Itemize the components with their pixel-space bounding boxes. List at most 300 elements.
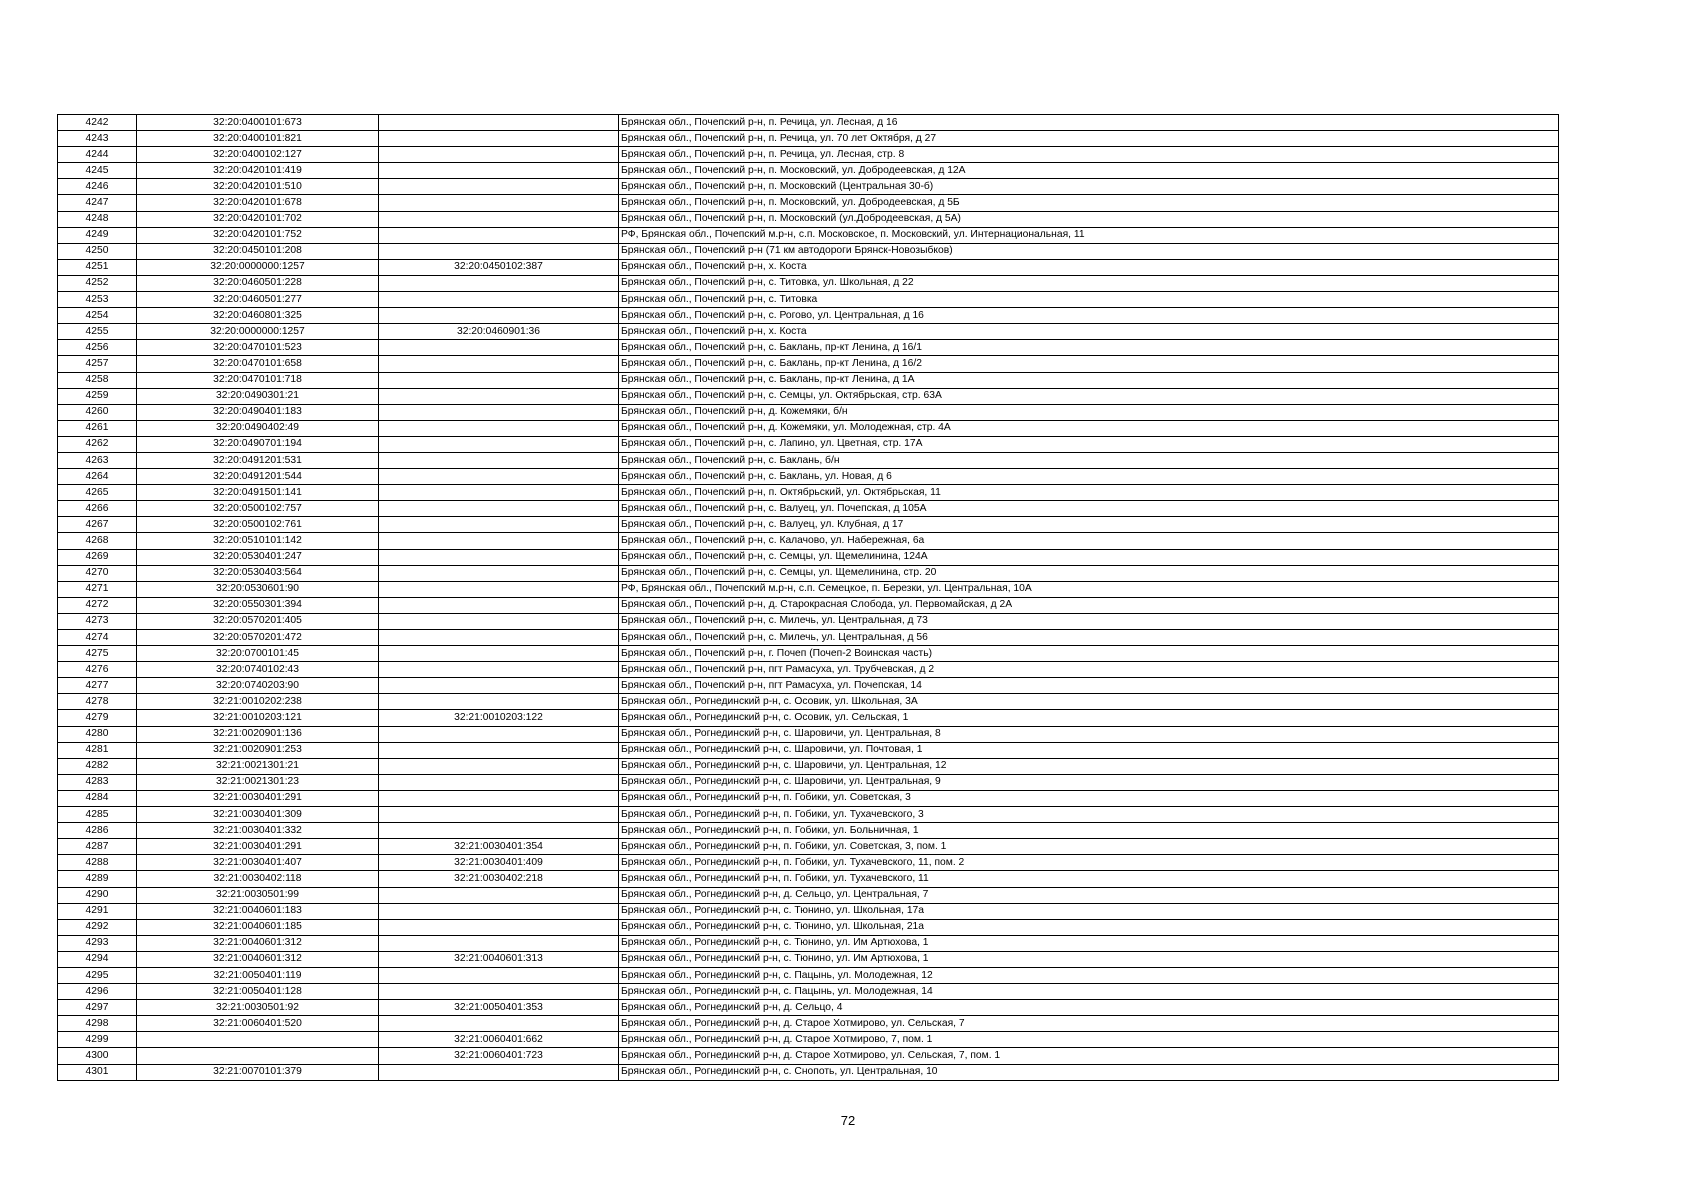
included-object-cell — [379, 275, 619, 291]
included-object-cell — [379, 694, 619, 710]
cadastral-number-cell: 32:21:0020901:136 — [137, 726, 379, 742]
address-cell: Брянская обл., Рогнединский р-н, п. Гобики, ул. Тухачевского, 3 — [619, 807, 1559, 823]
address-cell: Брянская обл., Почепский р-н, с. Семцы, ул. Октябрьская, стр. 63А — [619, 388, 1559, 404]
row-number-cell: 4269 — [58, 549, 137, 565]
included-object-cell — [379, 469, 619, 485]
cadastral-number-cell: 32:20:0000000:1257 — [137, 259, 379, 275]
included-object-cell — [379, 195, 619, 211]
table-row — [58, 115, 1559, 131]
row-number-cell: 4274 — [58, 630, 137, 646]
included-object-cell — [379, 147, 619, 163]
cadastral-number-cell: 32:21:0030401:332 — [137, 823, 379, 839]
address-cell: РФ, Брянская обл., Почепский м.р-н, с.п. Семецкое, п. Березки, ул. Центральная, 10А — [619, 581, 1559, 597]
included-object-cell — [379, 903, 619, 919]
cadastral-number-cell — [137, 1032, 379, 1048]
row-number-cell: 4245 — [58, 163, 137, 179]
cadastral-number-cell: 32:20:0491201:531 — [137, 452, 379, 468]
cadastral-number-cell: 32:21:0040601:183 — [137, 903, 379, 919]
table-row — [58, 469, 1559, 485]
row-number-cell: 4284 — [58, 790, 137, 806]
included-object-cell — [379, 758, 619, 774]
row-number-cell: 4255 — [58, 324, 137, 340]
address-cell: Брянская обл., Почепский р-н, с. Семцы, ул. Щемелинина, стр. 20 — [619, 565, 1559, 581]
table-row — [58, 227, 1559, 243]
table-row — [58, 356, 1559, 372]
row-number-cell: 4290 — [58, 887, 137, 903]
cadastral-number-cell: 32:20:0530403:564 — [137, 565, 379, 581]
address-cell: Брянская обл., Почепский р-н, с. Баклань, ул. Новая, д 6 — [619, 469, 1559, 485]
table-row — [58, 1000, 1559, 1016]
row-number-cell: 4299 — [58, 1032, 137, 1048]
included-object-cell — [379, 1064, 619, 1080]
cadastral-number-cell: 32:20:0470101:718 — [137, 372, 379, 388]
address-cell: Брянская обл., Рогнединский р-н, п. Гобики, ул. Больничная, 1 — [619, 823, 1559, 839]
address-cell: Брянская обл., Почепский р-н, с. Семцы, ул. Щемелинина, 124А — [619, 549, 1559, 565]
table-row — [58, 710, 1559, 726]
cadastral-number-cell: 32:20:0500102:757 — [137, 501, 379, 517]
included-object-cell — [379, 662, 619, 678]
included-object-cell — [379, 613, 619, 629]
table-row — [58, 485, 1559, 501]
cadastral-number-cell: 32:20:0000000:1257 — [137, 324, 379, 340]
row-number-cell: 4254 — [58, 308, 137, 324]
row-number-cell: 4282 — [58, 758, 137, 774]
included-object-cell: 32:21:0010203:122 — [379, 710, 619, 726]
included-object-cell: 32:21:0060401:723 — [379, 1048, 619, 1064]
row-number-cell: 4287 — [58, 839, 137, 855]
row-number-cell: 4259 — [58, 388, 137, 404]
table-row — [58, 565, 1559, 581]
cadastral-number-cell: 32:20:0460501:277 — [137, 292, 379, 308]
cadastral-number-cell: 32:20:0420101:510 — [137, 179, 379, 195]
row-number-cell: 4267 — [58, 517, 137, 533]
address-cell: Брянская обл., Рогнединский р-н, п. Гобики, ул. Советская, 3, пом. 1 — [619, 839, 1559, 855]
table-row — [58, 243, 1559, 259]
table-row — [58, 967, 1559, 983]
cadastral-number-cell: 32:20:0420101:419 — [137, 163, 379, 179]
row-number-cell: 4288 — [58, 855, 137, 871]
address-cell: Брянская обл., Почепский р-н, с. Валуец, ул. Почепская, д 105А — [619, 501, 1559, 517]
included-object-cell: 32:21:0030401:354 — [379, 839, 619, 855]
address-cell: Брянская обл., Рогнединский р-н, с. Шаровичи, ул. Центральная, 12 — [619, 758, 1559, 774]
table-row — [58, 581, 1559, 597]
row-number-cell: 4297 — [58, 1000, 137, 1016]
address-cell: Брянская обл., Рогнединский р-н, с. Шаровичи, ул. Почтовая, 1 — [619, 742, 1559, 758]
included-object-cell — [379, 131, 619, 147]
row-number-cell: 4273 — [58, 613, 137, 629]
row-number-cell: 4264 — [58, 469, 137, 485]
included-object-cell — [379, 646, 619, 662]
table-row — [58, 275, 1559, 291]
table-row — [58, 662, 1559, 678]
table-row — [58, 147, 1559, 163]
address-cell: Брянская обл., Почепский р-н, п. Московский, ул. Добродеевская, д 5Б — [619, 195, 1559, 211]
included-object-cell — [379, 115, 619, 131]
included-object-cell — [379, 774, 619, 790]
cadastral-number-cell: 32:21:0010203:121 — [137, 710, 379, 726]
row-number-cell: 4281 — [58, 742, 137, 758]
included-object-cell — [379, 790, 619, 806]
row-number-cell: 4283 — [58, 774, 137, 790]
cadastral-number-cell: 32:20:0550301:394 — [137, 597, 379, 613]
address-cell: Брянская обл., Почепский р-н, п. Речица, ул. Лесная, д 16 — [619, 115, 1559, 131]
table-row — [58, 131, 1559, 147]
address-cell: Брянская обл., Почепский р-н, п. Октябрьский, ул. Октябрьская, 11 — [619, 485, 1559, 501]
address-cell: Брянская обл., Рогнединский р-н, с. Пацынь, ул. Молодежная, 14 — [619, 984, 1559, 1000]
row-number-cell: 4276 — [58, 662, 137, 678]
table-row — [58, 871, 1559, 887]
row-number-cell: 4279 — [58, 710, 137, 726]
row-number-cell: 4278 — [58, 694, 137, 710]
cadastral-number-cell: 32:21:0050401:119 — [137, 967, 379, 983]
cadastral-number-cell: 32:20:0400101:673 — [137, 115, 379, 131]
included-object-cell — [379, 935, 619, 951]
included-object-cell: 32:21:0030402:218 — [379, 871, 619, 887]
included-object-cell — [379, 356, 619, 372]
address-cell: Брянская обл., Почепский р-н, п. Речица, ул. Лесная, стр. 8 — [619, 147, 1559, 163]
cadastral-number-cell: 32:20:0490401:183 — [137, 404, 379, 420]
included-object-cell — [379, 163, 619, 179]
cadastral-number-cell: 32:20:0400101:821 — [137, 131, 379, 147]
included-object-cell — [379, 726, 619, 742]
table-row — [58, 919, 1559, 935]
address-cell: Брянская обл., Почепский р-н, п. Речица, ул. 70 лет Октября, д 27 — [619, 131, 1559, 147]
row-number-cell: 4248 — [58, 211, 137, 227]
included-object-cell — [379, 501, 619, 517]
row-number-cell: 4270 — [58, 565, 137, 581]
table-row — [58, 549, 1559, 565]
address-cell: Брянская обл., Почепский р-н, п. Московский, ул. Добродеевская, д 12А — [619, 163, 1559, 179]
row-number-cell: 4243 — [58, 131, 137, 147]
table-row — [58, 758, 1559, 774]
included-object-cell — [379, 967, 619, 983]
row-number-cell: 4298 — [58, 1016, 137, 1032]
cadastral-number-cell: 32:20:0740102:43 — [137, 662, 379, 678]
table-row — [58, 501, 1559, 517]
cadastral-number-cell: 32:20:0500102:761 — [137, 517, 379, 533]
row-number-cell: 4257 — [58, 356, 137, 372]
included-object-cell: 32:21:0040601:313 — [379, 951, 619, 967]
row-number-cell: 4260 — [58, 404, 137, 420]
address-cell: Брянская обл., Почепский р-н, пгт Рамасуха, ул. Почепская, 14 — [619, 678, 1559, 694]
table-row — [58, 292, 1559, 308]
table-row — [58, 726, 1559, 742]
cadastral-number-cell — [137, 1048, 379, 1064]
address-cell: Брянская обл., Рогнединский р-н, с. Тюнино, ул. Им Артюхова, 1 — [619, 935, 1559, 951]
row-number-cell: 4301 — [58, 1064, 137, 1080]
included-object-cell — [379, 436, 619, 452]
cadastral-number-cell: 32:20:0510101:142 — [137, 533, 379, 549]
cadastral-number-cell: 32:20:0420101:702 — [137, 211, 379, 227]
address-cell: Брянская обл., Почепский р-н, д. Кожемяки, ул. Молодежная, стр. 4А — [619, 420, 1559, 436]
included-object-cell — [379, 485, 619, 501]
row-number-cell: 4261 — [58, 420, 137, 436]
cadastral-number-cell: 32:20:0490301:21 — [137, 388, 379, 404]
address-cell: Брянская обл., Рогнединский р-н, п. Гобики, ул. Тухачевского, 11 — [619, 871, 1559, 887]
property-table — [57, 114, 1559, 1081]
row-number-cell: 4277 — [58, 678, 137, 694]
cadastral-number-cell: 32:21:0060401:520 — [137, 1016, 379, 1032]
address-cell: Брянская обл., Почепский р-н, с. Калачово, ул. Набережная, 6а — [619, 533, 1559, 549]
row-number-cell: 4265 — [58, 485, 137, 501]
address-cell: Брянская обл., Рогнединский р-н, п. Гобики, ул. Тухачевского, 11, пом. 2 — [619, 855, 1559, 871]
row-number-cell: 4271 — [58, 581, 137, 597]
row-number-cell: 4256 — [58, 340, 137, 356]
address-cell: Брянская обл., Рогнединский р-н, с. Тюнино, ул. Школьная, 17а — [619, 903, 1559, 919]
cadastral-number-cell: 32:21:0040601:185 — [137, 919, 379, 935]
row-number-cell: 4266 — [58, 501, 137, 517]
row-number-cell: 4252 — [58, 275, 137, 291]
cadastral-number-cell: 32:20:0490402:49 — [137, 420, 379, 436]
table-row — [58, 742, 1559, 758]
cadastral-number-cell: 32:20:0570201:405 — [137, 613, 379, 629]
table-row — [58, 613, 1559, 629]
table-row — [58, 1032, 1559, 1048]
table-row — [58, 597, 1559, 613]
included-object-cell — [379, 292, 619, 308]
table-row — [58, 807, 1559, 823]
row-number-cell: 4258 — [58, 372, 137, 388]
cadastral-number-cell: 32:20:0420101:752 — [137, 227, 379, 243]
cadastral-number-cell: 32:20:0491501:141 — [137, 485, 379, 501]
table-row — [58, 678, 1559, 694]
row-number-cell: 4242 — [58, 115, 137, 131]
row-number-cell: 4268 — [58, 533, 137, 549]
table-row — [58, 951, 1559, 967]
cadastral-number-cell: 32:20:0700101:45 — [137, 646, 379, 662]
address-cell: Брянская обл., Рогнединский р-н, с. Пацынь, ул. Молодежная, 12 — [619, 967, 1559, 983]
address-cell: Брянская обл., Почепский р-н, х. Коста — [619, 324, 1559, 340]
address-cell: Брянская обл., Почепский р-н, с. Милечь, ул. Центральная, д 56 — [619, 630, 1559, 646]
row-number-cell: 4263 — [58, 452, 137, 468]
cadastral-number-cell: 32:20:0570201:472 — [137, 630, 379, 646]
address-cell: Брянская обл., Почепский р-н (71 км автодороги Брянск-Новозыбков) — [619, 243, 1559, 259]
table-row — [58, 1016, 1559, 1032]
row-number-cell: 4295 — [58, 967, 137, 983]
cadastral-number-cell: 32:20:0740203:90 — [137, 678, 379, 694]
included-object-cell — [379, 887, 619, 903]
cadastral-number-cell: 32:21:0070101:379 — [137, 1064, 379, 1080]
address-cell: Брянская обл., Почепский р-н, с. Рогово, ул. Центральная, д 16 — [619, 308, 1559, 324]
row-number-cell: 4244 — [58, 147, 137, 163]
included-object-cell — [379, 1016, 619, 1032]
row-number-cell: 4296 — [58, 984, 137, 1000]
included-object-cell — [379, 211, 619, 227]
table-row — [58, 372, 1559, 388]
cadastral-number-cell: 32:20:0470101:658 — [137, 356, 379, 372]
table-row — [58, 774, 1559, 790]
included-object-cell — [379, 308, 619, 324]
included-object-cell — [379, 420, 619, 436]
cadastral-number-cell: 32:20:0470101:523 — [137, 340, 379, 356]
address-cell: Брянская обл., Рогнединский р-н, п. Гобики, ул. Советская, 3 — [619, 790, 1559, 806]
included-object-cell — [379, 581, 619, 597]
included-object-cell — [379, 630, 619, 646]
cadastral-number-cell: 32:20:0450101:208 — [137, 243, 379, 259]
address-cell: Брянская обл., Почепский р-н, г. Почеп (Почеп-2 Воинская часть) — [619, 646, 1559, 662]
row-number-cell: 4247 — [58, 195, 137, 211]
address-cell: Брянская обл., Рогнединский р-н, с. Шаровичи, ул. Центральная, 9 — [619, 774, 1559, 790]
row-number-cell: 4280 — [58, 726, 137, 742]
row-number-cell: 4289 — [58, 871, 137, 887]
table-row — [58, 436, 1559, 452]
included-object-cell — [379, 742, 619, 758]
included-object-cell — [379, 452, 619, 468]
table-row — [58, 935, 1559, 951]
row-number-cell: 4300 — [58, 1048, 137, 1064]
cadastral-number-cell: 32:20:0530601:90 — [137, 581, 379, 597]
included-object-cell — [379, 597, 619, 613]
cadastral-number-cell: 32:21:0040601:312 — [137, 935, 379, 951]
address-cell: Брянская обл., Рогнединский р-н, д. Старое Хотмирово, ул. Сельская, 7 — [619, 1016, 1559, 1032]
included-object-cell: 32:20:0460901:36 — [379, 324, 619, 340]
address-cell: Брянская обл., Рогнединский р-н, с. Осовик, ул. Сельская, 1 — [619, 710, 1559, 726]
address-cell: Брянская обл., Почепский р-н, пгт Рамасуха, ул. Трубчевская, д 2 — [619, 662, 1559, 678]
included-object-cell — [379, 404, 619, 420]
table-row — [58, 646, 1559, 662]
table-row — [58, 452, 1559, 468]
address-cell: Брянская обл., Рогнединский р-н, с. Осовик, ул. Школьная, 3А — [619, 694, 1559, 710]
cadastral-number-cell: 32:21:0020901:253 — [137, 742, 379, 758]
included-object-cell — [379, 823, 619, 839]
address-cell: Брянская обл., Почепский р-н, х. Коста — [619, 259, 1559, 275]
address-cell: Брянская обл., Почепский р-н, п. Московский (ул.Добродеевская, д 5А) — [619, 211, 1559, 227]
address-cell: Брянская обл., Рогнединский р-н, д. Старое Хотмирово, ул. Сельская, 7, пом. 1 — [619, 1048, 1559, 1064]
included-object-cell — [379, 179, 619, 195]
address-cell: Брянская обл., Рогнединский р-н, с. Тюнино, ул. Школьная, 21а — [619, 919, 1559, 935]
included-object-cell — [379, 340, 619, 356]
row-number-cell: 4292 — [58, 919, 137, 935]
cadastral-number-cell: 32:21:0050401:128 — [137, 984, 379, 1000]
address-cell: Брянская обл., Рогнединский р-н, с. Шаровичи, ул. Центральная, 8 — [619, 726, 1559, 742]
included-object-cell — [379, 807, 619, 823]
cadastral-number-cell: 32:20:0530401:247 — [137, 549, 379, 565]
table-row — [58, 517, 1559, 533]
address-cell: Брянская обл., Почепский р-н, с. Баклань, пр-кт Ленина, д 1А — [619, 372, 1559, 388]
address-cell: РФ, Брянская обл., Почепский м.р-н, с.п. Московское, п. Московский, ул. Интернациональная, 11 — [619, 227, 1559, 243]
cadastral-number-cell: 32:20:0420101:678 — [137, 195, 379, 211]
cadastral-number-cell: 32:20:0460801:325 — [137, 308, 379, 324]
address-cell: Брянская обл., Почепский р-н, с. Лапино, ул. Цветная, стр. 17А — [619, 436, 1559, 452]
address-cell: Брянская обл., Рогнединский р-н, д. Сельцо, ул. Центральная, 7 — [619, 887, 1559, 903]
included-object-cell — [379, 533, 619, 549]
cadastral-number-cell: 32:21:0030401:407 — [137, 855, 379, 871]
included-object-cell — [379, 919, 619, 935]
included-object-cell — [379, 388, 619, 404]
address-cell: Брянская обл., Почепский р-н, п. Московский (Центральная 30-б) — [619, 179, 1559, 195]
included-object-cell: 32:21:0050401:353 — [379, 1000, 619, 1016]
row-number-cell: 4285 — [58, 807, 137, 823]
included-object-cell — [379, 678, 619, 694]
table-row — [58, 195, 1559, 211]
table-row — [58, 533, 1559, 549]
cadastral-number-cell: 32:21:0021301:21 — [137, 758, 379, 774]
cadastral-number-cell: 32:21:0030501:92 — [137, 1000, 379, 1016]
cadastral-number-cell: 32:21:0040601:312 — [137, 951, 379, 967]
row-number-cell: 4246 — [58, 179, 137, 195]
included-object-cell — [379, 372, 619, 388]
cadastral-number-cell: 32:21:0030401:291 — [137, 790, 379, 806]
address-cell: Брянская обл., Почепский р-н, с. Милечь, ул. Центральная, д 73 — [619, 613, 1559, 629]
cadastral-number-cell: 32:21:0030501:99 — [137, 887, 379, 903]
row-number-cell: 4275 — [58, 646, 137, 662]
row-number-cell: 4262 — [58, 436, 137, 452]
table-row — [58, 839, 1559, 855]
address-cell: Брянская обл., Почепский р-н, с. Валуец, ул. Клубная, д 17 — [619, 517, 1559, 533]
table-row — [58, 404, 1559, 420]
table-row — [58, 1064, 1559, 1080]
cadastral-number-cell: 32:20:0491201:544 — [137, 469, 379, 485]
table-row — [58, 694, 1559, 710]
row-number-cell: 4272 — [58, 597, 137, 613]
table-row — [58, 340, 1559, 356]
included-object-cell: 32:21:0060401:662 — [379, 1032, 619, 1048]
row-number-cell: 4250 — [58, 243, 137, 259]
table-row — [58, 790, 1559, 806]
row-number-cell: 4249 — [58, 227, 137, 243]
included-object-cell — [379, 243, 619, 259]
page-number: 72 — [840, 1113, 856, 1128]
cadastral-number-cell: 32:21:0010202:238 — [137, 694, 379, 710]
table-row — [58, 179, 1559, 195]
address-cell: Брянская обл., Почепский р-н, д. Старокрасная Слобода, ул. Первомайская, д 2А — [619, 597, 1559, 613]
cadastral-number-cell: 32:21:0021301:23 — [137, 774, 379, 790]
table-row — [58, 324, 1559, 340]
row-number-cell: 4251 — [58, 259, 137, 275]
address-cell: Брянская обл., Почепский р-н, с. Баклань, пр-кт Ленина, д 16/1 — [619, 340, 1559, 356]
table-row — [58, 823, 1559, 839]
table-row — [58, 984, 1559, 1000]
table-row — [58, 903, 1559, 919]
row-number-cell: 4293 — [58, 935, 137, 951]
table-row — [58, 855, 1559, 871]
address-cell: Брянская обл., Рогнединский р-н, с. Тюнино, ул. Им Артюхова, 1 — [619, 951, 1559, 967]
cadastral-number-cell: 32:21:0030401:309 — [137, 807, 379, 823]
table-row — [58, 630, 1559, 646]
table-row — [58, 163, 1559, 179]
row-number-cell: 4286 — [58, 823, 137, 839]
cadastral-number-cell: 32:21:0030401:291 — [137, 839, 379, 855]
table-row — [58, 887, 1559, 903]
address-cell: Брянская обл., Почепский р-н, д. Кожемяки, б/н — [619, 404, 1559, 420]
included-object-cell — [379, 565, 619, 581]
table-row — [58, 211, 1559, 227]
included-object-cell — [379, 517, 619, 533]
address-cell: Брянская обл., Рогнединский р-н, д. Старое Хотмирово, 7, пом. 1 — [619, 1032, 1559, 1048]
address-cell: Брянская обл., Почепский р-н, с. Титовка, ул. Школьная, д 22 — [619, 275, 1559, 291]
table-row — [58, 308, 1559, 324]
cadastral-number-cell: 32:20:0460501:228 — [137, 275, 379, 291]
table-body — [58, 115, 1559, 1081]
address-cell: Брянская обл., Рогнединский р-н, с. Снопоть, ул. Центральная, 10 — [619, 1064, 1559, 1080]
address-cell: Брянская обл., Почепский р-н, с. Титовка — [619, 292, 1559, 308]
included-object-cell — [379, 227, 619, 243]
address-cell: Брянская обл., Рогнединский р-н, д. Сельцо, 4 — [619, 1000, 1559, 1016]
row-number-cell: 4253 — [58, 292, 137, 308]
included-object-cell: 32:20:0450102:387 — [379, 259, 619, 275]
table-row — [58, 259, 1559, 275]
cadastral-number-cell: 32:21:0030402:118 — [137, 871, 379, 887]
included-object-cell — [379, 984, 619, 1000]
table-row — [58, 388, 1559, 404]
row-number-cell: 4294 — [58, 951, 137, 967]
included-object-cell — [379, 549, 619, 565]
included-object-cell: 32:21:0030401:409 — [379, 855, 619, 871]
address-cell: Брянская обл., Почепский р-н, с. Баклань, б/н — [619, 452, 1559, 468]
cadastral-number-cell: 32:20:0400102:127 — [137, 147, 379, 163]
address-cell: Брянская обл., Почепский р-н, с. Баклань, пр-кт Ленина, д 16/2 — [619, 356, 1559, 372]
table-row — [58, 1048, 1559, 1064]
